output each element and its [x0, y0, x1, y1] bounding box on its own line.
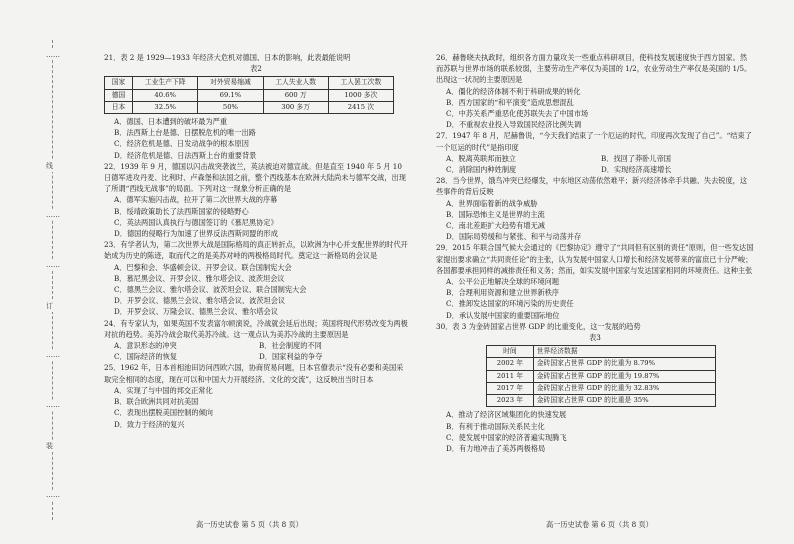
binding-margin — [8, 40, 78, 520]
option-25c: C．表现出摆脱美国控制的倾向 — [114, 408, 213, 418]
table-row — [487, 358, 716, 370]
binding-mark: …… — [46, 401, 60, 409]
option-23b: B．慕尼黑会议、开罗会议、雅尔塔会议、波茨坦会议 — [114, 273, 285, 283]
option-27d: D．实现经济高速增长 — [601, 165, 672, 175]
table-cell: 600 万 — [263, 89, 328, 101]
binding-mark: …… — [46, 491, 60, 499]
option-26b: B．西方国家的“和平演变”造成思想混乱 — [446, 97, 574, 107]
option-row-24 — [114, 351, 408, 362]
table-cell: 2011 年 — [487, 370, 534, 382]
option-23d-alt: D．开罗会议、万隆会议、德黑兰会议、雅尔塔会议 — [114, 307, 278, 317]
table-cell: 2017 年 — [487, 382, 534, 394]
binding-mark: …… — [46, 261, 60, 269]
option-23d: D．开罗会议、德黑兰会议、雅尔塔会议、波茨坦会议 — [114, 296, 286, 306]
table-cell: 32.5% — [133, 101, 198, 113]
table-cell: 50% — [198, 101, 263, 113]
option-23a: A．巴黎和会、华盛顿会议、开罗会议、联合国制宪大会 — [114, 262, 292, 272]
option-22c: C．英法两国认真执行与德国签订的《慕尼黑协定》 — [114, 217, 278, 227]
option-24c: C．国际经济的恢复 — [114, 352, 178, 362]
option-24d: D．国家利益的争夺 — [259, 352, 323, 362]
table-header-cell: 世界经济数据 — [533, 346, 715, 358]
option-24a: A．意识形态的冲突 — [114, 341, 177, 351]
binding-mark-line: 线 — [46, 162, 53, 170]
question-27: 27．1947 年 8 月，尼赫鲁说，“今天我们结束了一个厄运的时代，印度再次发现了自己”。“结束了一个厄运的时代”是指印度 — [436, 131, 752, 152]
binding-mark: …… — [46, 211, 60, 219]
option-30a: A．推动了经济区域集团化的快速发展 — [446, 410, 567, 420]
question-23: 23．有学者认为，第二次世界大战是国际格局的真正转折点，以欧洲为中心并支配世界的时代开始成为历史的陈迹，取而代之的是美苏对峙的两极格局时代。奠定这一新格局的会议是 — [104, 240, 408, 261]
table-cell: 金砖国家占世界 GDP 的比重为 8.79% — [533, 358, 715, 370]
option-24b: B．社会制度的不同 — [259, 341, 322, 351]
table-row — [487, 370, 716, 382]
option-29a: A．公平公正地解决全球的环境问题 — [446, 277, 560, 287]
table-row — [487, 395, 716, 407]
table-row — [105, 101, 394, 113]
table-cell: 40.6% — [133, 89, 198, 101]
option-25b: B．联合欧洲共同对抗美国 — [114, 397, 199, 407]
table-cell: 德国 — [105, 89, 133, 101]
table-row — [105, 89, 394, 101]
option-28a: A．世界面临着新的战争威胁 — [446, 198, 538, 208]
option-28d: D．国际局势缓和与紧张、和平与动荡并存 — [446, 232, 582, 242]
option-25a: A．实现了与中国的邦交正常化 — [114, 385, 213, 395]
question-28: 28．当今世界，饿鸟冲突已经爆发，中东地区动荡依然难平；新兴经济体牵手共融、失去锐度，这些事件的背后反映 — [436, 176, 748, 197]
table-cell: 1000 多次 — [328, 89, 393, 101]
table-cell: 日本 — [105, 101, 133, 113]
binding-mark: …… — [46, 351, 60, 359]
option-29b: B．合理利用资源和建立世界新秩序 — [446, 288, 560, 298]
right-page-column — [436, 52, 754, 454]
table-cell: 金砖国家占世界 GDP 的比重为 19.87% — [533, 370, 715, 382]
option-row-24 — [114, 340, 408, 351]
binding-mark-bind: 装 — [46, 442, 53, 450]
option-21d: D．经济危机是德、日法西斯上台的重要背景 — [114, 150, 257, 160]
option-30c: C．使发展中国家的经济普遍实现腾飞 — [446, 432, 567, 442]
option-23c: C．德黑兰会议、雅尔塔会议、波茨坦会议、联合国制宪大会 — [114, 285, 307, 295]
table-2 — [104, 76, 394, 114]
option-27b: B．找回了莽卧儿帝国 — [601, 153, 671, 163]
option-21b: B．法西斯上台是德、日摆脱危机的唯一出路 — [114, 128, 256, 138]
table-cell: 金砖国家占世界 GDP 的比重为 32.83% — [533, 382, 715, 394]
option-30b: B．有利于推动国际关系民主化 — [446, 421, 545, 431]
question-24: 24．有专家认为，如果英国不发表富尔顿演说，冷战就会延后出现；英国将现代形势改变为两极对抗的趋势。美苏冷战会取代美苏冷战。这一观点认为美苏冷战的主要原因是 — [104, 318, 408, 339]
table-cell: 金砖国家占世界 GDP 的比重是 35% — [533, 395, 715, 407]
option-21c: C．经济危机是德、日发动战争的根本原因 — [114, 139, 249, 149]
table-header-cell: 工人罢工次数 — [328, 77, 393, 89]
table-cell: 69.1% — [198, 89, 263, 101]
option-21a: A．德国、日本遭到的破坏最为严重 — [114, 117, 228, 127]
table-header-row — [487, 346, 716, 358]
question-21: 21．表 2 是 1929—1933 年经济大危机对德国、日本的影响，此表最能说明 — [104, 53, 351, 62]
table-header-row — [105, 77, 394, 89]
table-3 — [486, 345, 716, 407]
option-22b: B．绥靖政策助长了法西斯国家的侵略野心 — [114, 206, 249, 216]
question-22: 22．1939 年 9 月，德国以闪击战突袭波兰，英法被迫对德宣战。但是直至 1940 年 5 月 10 日德军进攻丹麦、比利时、卢森堡和法国之前，整个西线基本在欧洲大陆尚未与德军交战，出现了所谓“西线无战事”的局面。下列对这一现象分析正确的是 — [104, 161, 406, 194]
binding-mark: …… — [46, 51, 60, 59]
table-cell: 2002 年 — [487, 358, 534, 370]
table-header-cell: 工人失业人数 — [263, 77, 328, 89]
table-cell: 300 多万 — [263, 101, 328, 113]
binding-mark-order: 订 — [46, 302, 53, 310]
table-2-caption: 表2 — [250, 64, 262, 74]
option-26c: C．中苏关系严重恶化使苏联失去了中国市场 — [446, 109, 589, 119]
option-30d: D．有力地冲击了美苏两极格局 — [446, 443, 546, 453]
option-row-27 — [446, 164, 754, 175]
question-25: 25．1962 年，日本首相池田访问西欧六国，协商贸易问题，日本官僚表示“没有必要和美国采取完全相同的态度，现在可以和中国大力开展经济、文化的交流”，这反映出当时日本 — [104, 363, 404, 384]
option-27c: C．消除国内种姓制度 — [446, 165, 517, 175]
question-30: 30．表 3 为金砖国家占世界 GDP 的比重变化，这一发展的趋势 — [436, 321, 641, 331]
option-26d: D．不重视农业投入导致国民经济比例失调 — [446, 120, 582, 130]
option-row-27 — [446, 153, 754, 164]
option-28b: B．国际恐怖主义是世界的主流 — [446, 209, 545, 219]
option-29c: C．推卸发达国家的环境污染的历史责任 — [446, 299, 574, 309]
page-footer-right: 高一历史试卷 第 6 页（共 8 页） — [546, 520, 653, 529]
table-header-cell: 时间 — [487, 346, 534, 358]
table-cell: 2023 年 — [487, 395, 534, 407]
table-3-caption: 表3 — [589, 333, 601, 343]
question-29: 29．2015 年联合国气候大会通过的《巴黎协定》遵守了“共同但有区别的责任”原则，但一些发达国家提出要求确立“共同责任论”的主张，认为发展中国家人口增长和经济发展带来的富庶已十分严峻；各国都要承担同样的减排责任和义务；然而，如实发展中国家与发达国家相同的环境责任。这种主张 — [436, 243, 754, 275]
table-row — [487, 382, 716, 394]
option-26a: A．僵化的经济体制不利于科研成果的转化 — [446, 86, 581, 96]
page-footer-left: 高一历史试卷 第 5 页（共 8 页） — [196, 520, 303, 529]
option-22d: D．德国的侵略行为加速了世界反法西斯同盟的形成 — [114, 229, 278, 239]
option-29d: D．承认发展中国家的重要国际地位 — [446, 310, 560, 320]
table-header-cell: 对外贸易缩减 — [198, 77, 263, 89]
question-26: 26．赫鲁晓夫执政时，组织各方面力量攻关一些重点科研项目，使科技发展速度快于西方国家。然而苏联与世界市场的联系较弱，主要劳动生产率仅为美国的 1/2，农业劳动生产率仅是美国的 1/5。出现这一状况的主要原因是 — [436, 53, 752, 85]
table-cell: 2415 次 — [328, 101, 393, 113]
option-22a: A．德军实施闪击战，拉开了第二次世界大战的序幕 — [114, 195, 278, 205]
table-header-cell: 国家 — [105, 77, 133, 89]
option-25d: D．致力于经济的复兴 — [114, 419, 185, 429]
table-header-cell: 工业生产下降 — [133, 77, 198, 89]
left-page-column — [104, 52, 408, 430]
option-28c: C．南北差距扩大趋势有增无减 — [446, 221, 545, 231]
option-27a: A．脱离英联邦而独立 — [446, 153, 516, 163]
